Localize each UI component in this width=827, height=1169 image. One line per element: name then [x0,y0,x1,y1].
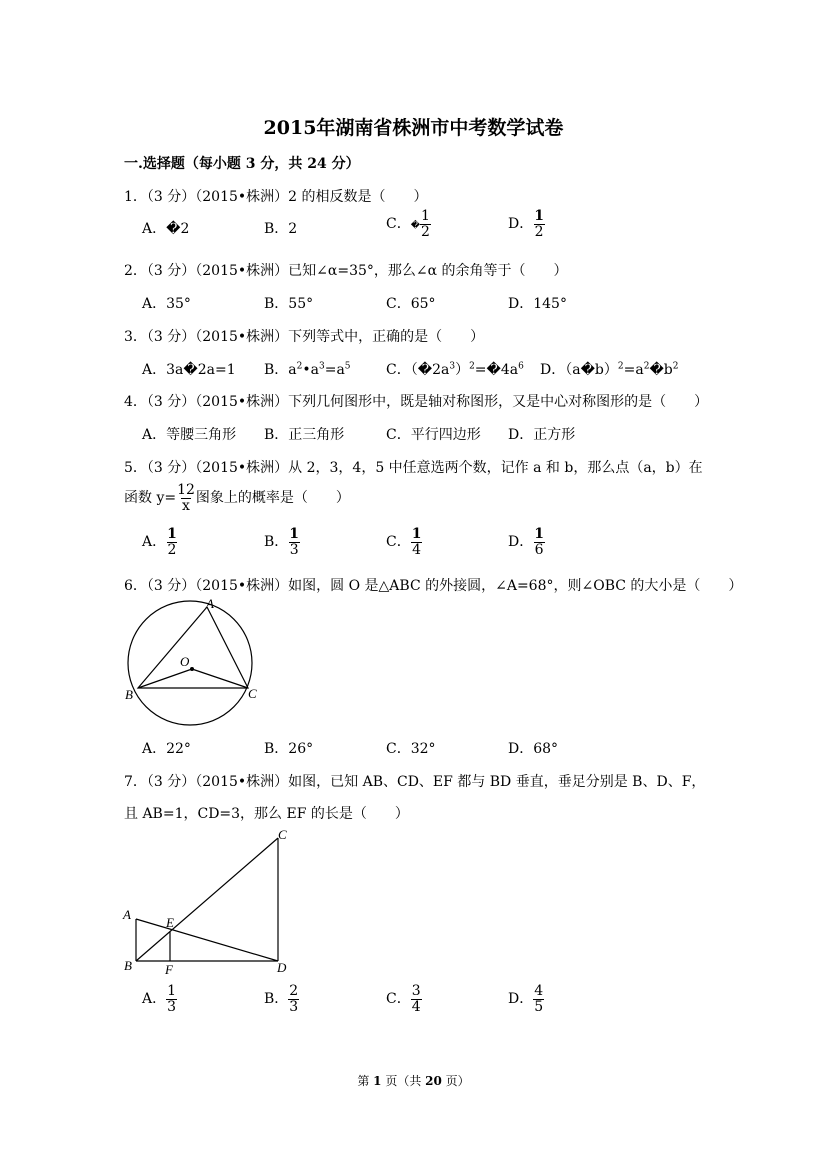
q2-option-b: B．55° [264,296,314,312]
q3-option-c: C．$(�2a^3)^2=�4a^6$ [386,361,524,378]
label-a: A [123,907,131,922]
q4-option-d: D．正方形 [508,427,576,443]
page-footer: 第 1 页（共 20 页） [357,1074,470,1088]
q6-option-a: A．22° [142,741,191,757]
q7-figure [118,826,298,981]
question-7-stem-line1: 7．（3 分）（2015•株洲）如图，已知 AB、CD、EF 都与 BD 垂直，垂足分别是 B、D、F， [124,774,706,790]
q6-option-d: D．68° [508,741,559,757]
question-1-stem: 1．（3 分）（2015•株洲）2 的相反数是（ ） [124,189,428,205]
label-b: B [124,958,132,973]
q5-option-b: B． $\frac{1}{3}$ [264,526,300,558]
q1-option-a: A．�2 [142,221,190,237]
q2-option-d: D．145° [508,296,567,312]
question-5-stem-line1: 5．（3 分）（2015•株洲）从 2，3，4，5 中任意选两个数，记作 a 和 b，那么点（a，b）在 [124,460,703,476]
label-f: F [165,962,173,977]
q3-option-a: A．3a�2a=1 [142,362,236,378]
center-dot [190,667,194,671]
label-b: B [125,687,133,702]
label-e: E [166,915,174,930]
q1-option-c: C．� $\frac{1}{2}$ [386,208,430,240]
label-o: O [180,654,190,669]
question-3-stem: 3．（3 分）（2015•株洲）下列等式中，正确的是（ ） [124,329,485,345]
q3-option-b: B．$a^2•a^3=a^5$ [264,361,351,378]
q2-option-a: A．35° [142,296,191,312]
q6-option-b: B．26° [264,741,314,757]
q6-option-c: C．32° [386,741,436,757]
question-6-stem: 6．（3 分）（2015•株洲）如图，圆 O 是△ABC 的外接圆，∠A=68°，则∠OBC 的大小是（ ） [124,578,743,594]
question-5-stem-line2: 函数 y= $\frac{12}{x}$ 图象上的概率是（ ） [124,482,350,514]
q7-option-c: C． $\frac{3}{4}$ [386,983,421,1015]
segment-ad [136,919,278,961]
triangle-abc [138,607,248,688]
q7-option-a: A． $\frac{1}{3}$ [142,983,177,1015]
q4-option-a: A．等腰三角形 [142,427,237,443]
q4-option-c: C．平行四边形 [386,427,481,443]
label-c: C [248,686,257,701]
section-heading: 一.选择题（每小题 3 分，共 24 分） [124,156,360,172]
circumcircle [128,601,252,725]
q4-option-b: B．正三角形 [264,427,345,443]
label-c: C [278,827,287,842]
q7-option-d: D． $\frac{4}{5}$ [508,983,544,1015]
label-d: D [277,960,287,975]
question-2-stem: 2．（3 分）（2015•株洲）已知∠α=35°，那么∠α 的余角等于（ ） [124,263,568,279]
q5-option-a: A． $\frac{1}{2}$ [142,526,177,558]
segment-bc [136,838,278,961]
q1-option-b: B．2 [264,221,298,237]
q5-option-d: D． $\frac{1}{6}$ [508,526,544,558]
q2-option-c: C．65° [386,296,436,312]
q7-option-b: B． $\frac{2}{3}$ [264,983,299,1015]
q3-option-d: D．$(a�b)^2=a^2�b^2$ [540,361,679,378]
page-title: 2015年湖南省株洲市中考数学试卷 [263,117,564,139]
question-4-stem: 4．（3 分）（2015•株洲）下列几何图形中，既是轴对称图形，又是中心对称图形的是（ ） [124,394,709,410]
q5-option-c: C． $\frac{1}{4}$ [386,526,422,558]
q6-circle-figure [120,595,270,735]
question-7-stem-line2: 且 AB=1，CD=3，那么 EF 的长是（ ） [124,806,409,822]
q1-option-d: D． $\frac{1}{2}$ [508,208,544,240]
label-a: A [206,596,214,611]
